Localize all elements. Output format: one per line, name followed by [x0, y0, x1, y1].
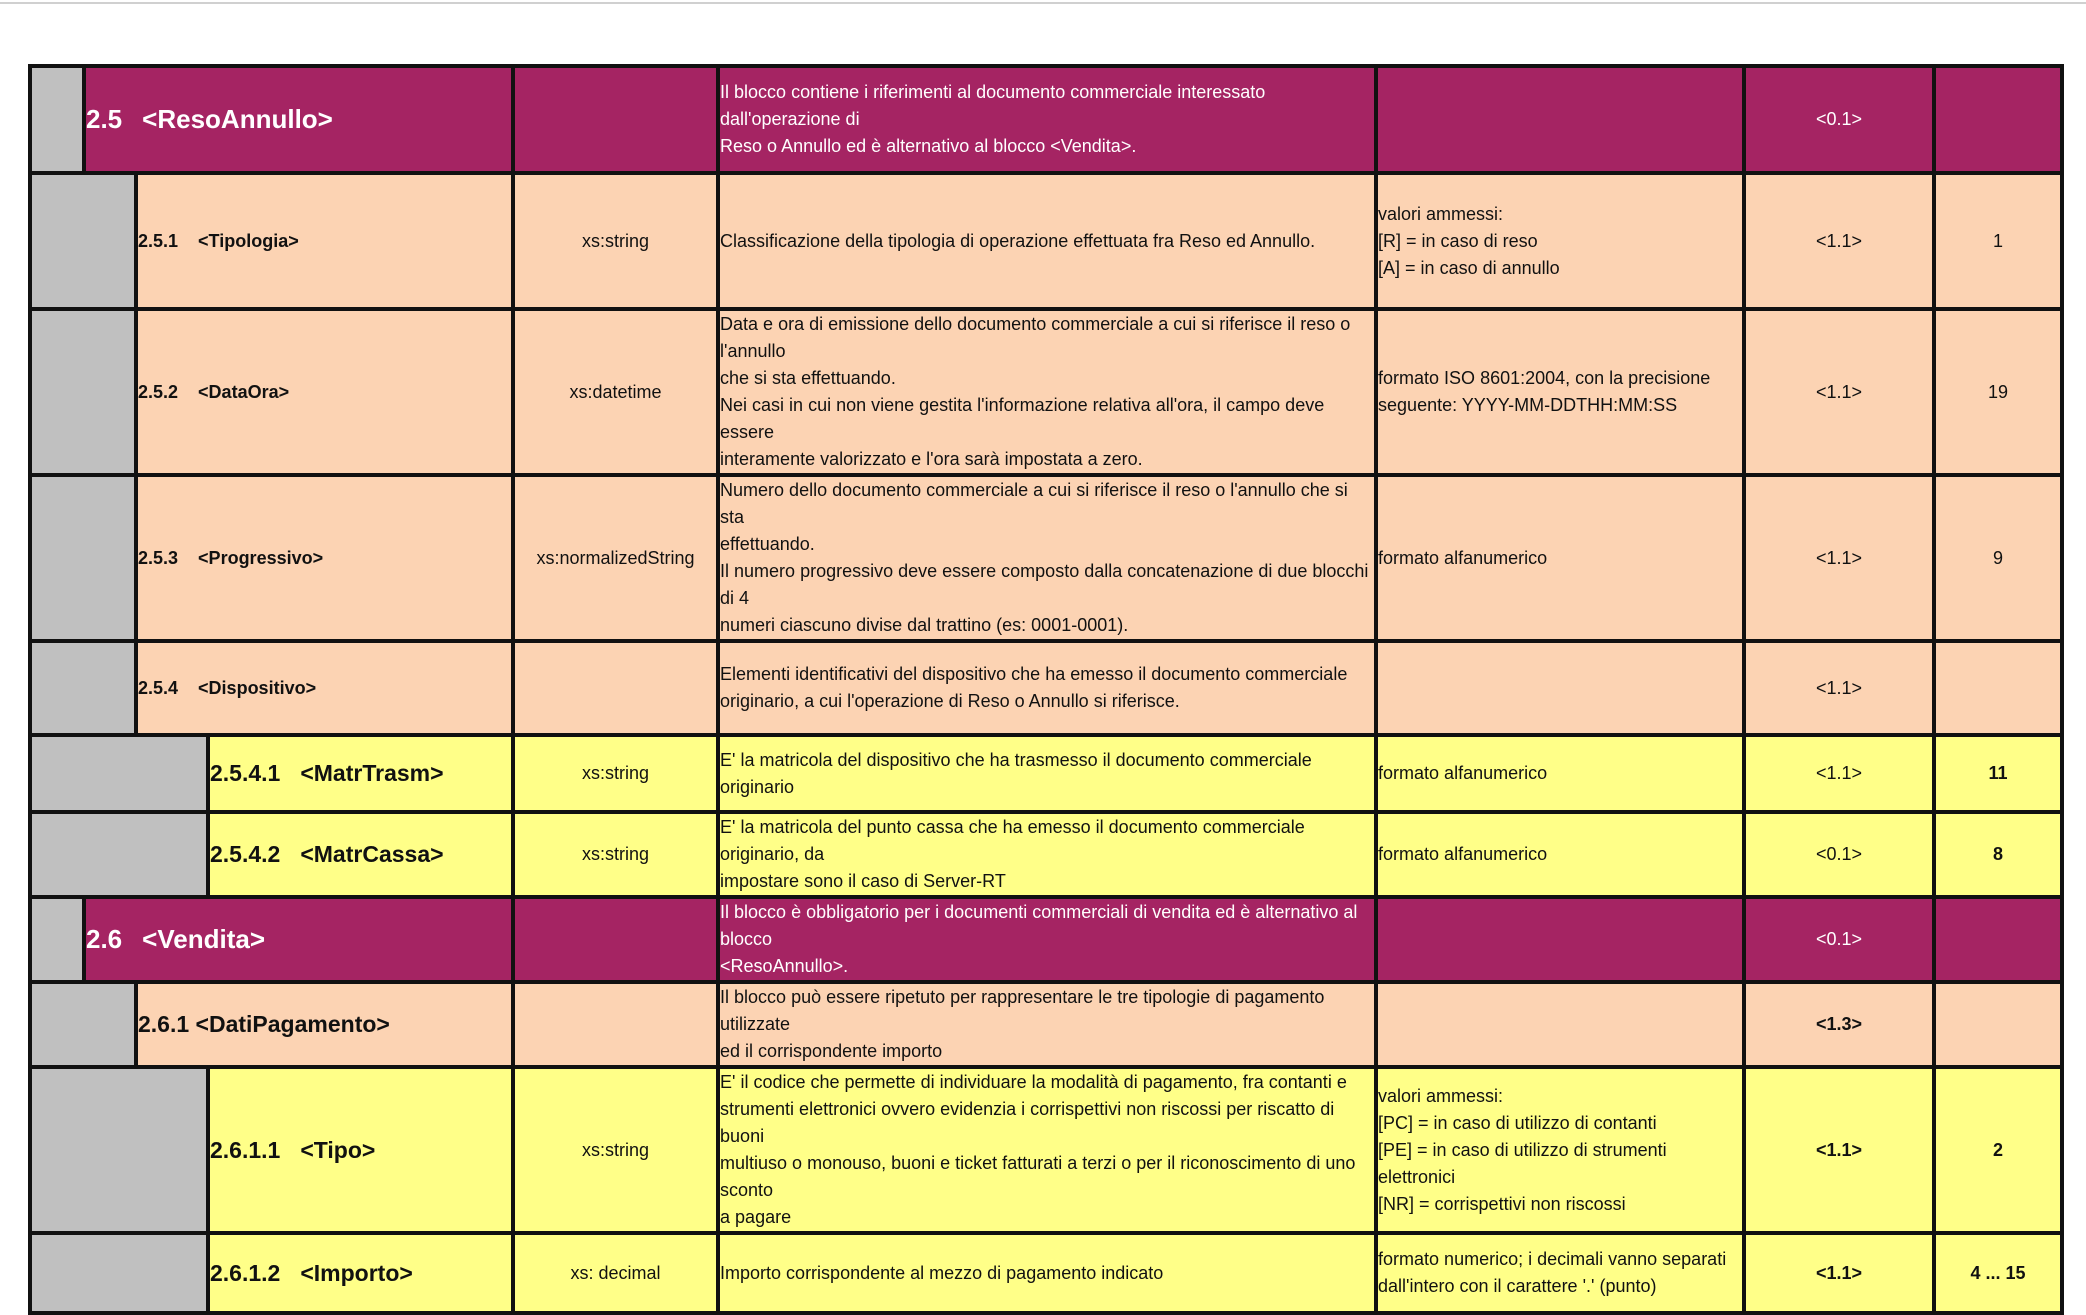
field-description: Il blocco può essere ripetuto per rappresentare le tre tipologie di pagamento utilizzate ed il corrispondente importo	[718, 982, 1376, 1067]
field-description: E' il codice che permette di individuare la modalità di pagamento, fra contanti e strumenti elettronici ovvero evidenzia i corrispettivi non riscossi per riscatto di buoni multiuso o monouso, buoni e ticket fatturati a terzi o per il riconoscimento di uno sconto a pagare	[718, 1067, 1376, 1233]
field-name: 2.5.1 <Tipologia>	[136, 173, 513, 309]
table-row	[30, 812, 2062, 897]
indent-cell	[30, 475, 136, 641]
field-description: Numero dello documento commerciale a cui si riferisce il reso o l'annullo che si sta effettuando. Il numero progressivo deve essere composto dalla concatenazione di due blocchi di 4 numeri ciascuno divise dal trattino (es: 0001-0001).	[718, 475, 1376, 641]
field-type: xs:string	[513, 1067, 718, 1233]
field-length	[1934, 641, 2062, 735]
field-name: 2.6.1.2 <Importo>	[208, 1233, 513, 1313]
field-name: 2.5.3 <Progressivo>	[136, 475, 513, 641]
field-format	[1376, 66, 1744, 173]
field-description: E' la matricola del dispositivo che ha trasmesso il documento commerciale originario	[718, 735, 1376, 812]
field-length	[1934, 897, 2062, 982]
field-length	[1934, 66, 2062, 173]
indent-cell	[30, 897, 84, 982]
field-length: 4 ... 15	[1934, 1233, 2062, 1313]
field-type	[513, 982, 718, 1067]
field-type: xs:datetime	[513, 309, 718, 475]
field-length	[1934, 982, 2062, 1067]
field-occurrence: <1.3>	[1744, 982, 1934, 1067]
field-occurrence: <1.1>	[1744, 1233, 1934, 1313]
field-format: formato alfanumerico	[1376, 735, 1744, 812]
field-spec-table	[28, 64, 2064, 1315]
field-occurrence: <1.1>	[1744, 1067, 1934, 1233]
field-occurrence: <1.1>	[1744, 641, 1934, 735]
field-name: 2.5.4 <Dispositivo>	[136, 641, 513, 735]
table-row	[30, 1067, 2062, 1233]
field-description: Il blocco è obbligatorio per i documenti commerciali di vendita ed è alternativo al blocco <ResoAnnullo>.	[718, 897, 1376, 982]
field-format: valori ammessi: [PC] = in caso di utilizzo di contanti [PE] = in caso di utilizzo di strumenti elettronici [NR] = corrispettivi non riscossi	[1376, 1067, 1744, 1233]
indent-cell	[30, 173, 136, 309]
field-format	[1376, 982, 1744, 1067]
field-name: 2.5.4.1 <MatrTrasm>	[208, 735, 513, 812]
field-type: xs:string	[513, 735, 718, 812]
field-description: Classificazione della tipologia di operazione effettuata fra Reso ed Annullo.	[718, 173, 1376, 309]
field-length: 11	[1934, 735, 2062, 812]
field-format: valori ammessi: [R] = in caso di reso [A] = in caso di annullo	[1376, 173, 1744, 309]
field-type	[513, 66, 718, 173]
table-row	[30, 475, 2062, 641]
field-name: 2.5.4.2 <MatrCassa>	[208, 812, 513, 897]
table-row	[30, 641, 2062, 735]
table-row	[30, 735, 2062, 812]
field-format: formato alfanumerico	[1376, 812, 1744, 897]
field-length: 8	[1934, 812, 2062, 897]
indent-cell	[30, 641, 136, 735]
field-occurrence: <1.1>	[1744, 309, 1934, 475]
field-description: Il blocco contiene i riferimenti al documento commerciale interessato dall'operazione di Reso o Annullo ed è alternativo al blocco <Vendita>.	[718, 66, 1376, 173]
table-row	[30, 897, 2062, 982]
indent-cell	[30, 1233, 208, 1313]
field-format	[1376, 897, 1744, 982]
field-name: 2.6.1 <DatiPagamento>	[136, 982, 513, 1067]
table-row	[30, 1233, 2062, 1313]
field-occurrence: <0.1>	[1744, 897, 1934, 982]
field-name: 2.6.1.1 <Tipo>	[208, 1067, 513, 1233]
field-length: 9	[1934, 475, 2062, 641]
field-occurrence: <1.1>	[1744, 735, 1934, 812]
field-occurrence: <1.1>	[1744, 475, 1934, 641]
indent-cell	[30, 735, 208, 812]
field-type	[513, 641, 718, 735]
field-format: formato numerico; i decimali vanno separati dall'intero con il carattere '.' (punto)	[1376, 1233, 1744, 1313]
field-occurrence: <0.1>	[1744, 66, 1934, 173]
field-length: 1	[1934, 173, 2062, 309]
table-row	[30, 66, 2062, 173]
field-occurrence: <0.1>	[1744, 812, 1934, 897]
field-format: formato ISO 8601:2004, con la precisione seguente: YYYY-MM-DDTHH:MM:SS	[1376, 309, 1744, 475]
field-description: Data e ora di emissione dello documento commerciale a cui si riferisce il reso o l'annullo che si sta effettuando. Nei casi in cui non viene gestita l'informazione relativa all'ora, il campo deve essere interamente valorizzato e l'ora sarà impostata a zero.	[718, 309, 1376, 475]
table-row	[30, 309, 2062, 475]
field-description: Elementi identificativi del dispositivo che ha emesso il documento commerciale originario, a cui l'operazione di Reso o Annullo si riferisce.	[718, 641, 1376, 735]
field-format: formato alfanumerico	[1376, 475, 1744, 641]
field-type: xs:normalizedString	[513, 475, 718, 641]
top-divider	[0, 0, 2086, 4]
field-type: xs: decimal	[513, 1233, 718, 1313]
field-format	[1376, 641, 1744, 735]
indent-cell	[30, 982, 136, 1067]
field-name: 2.5 <ResoAnnullo>	[84, 66, 513, 173]
field-name: 2.6 <Vendita>	[84, 897, 513, 982]
table-row	[30, 173, 2062, 309]
indent-cell	[30, 812, 208, 897]
field-type: xs:string	[513, 812, 718, 897]
field-description: Importo corrispondente al mezzo di pagamento indicato	[718, 1233, 1376, 1313]
field-occurrence: <1.1>	[1744, 173, 1934, 309]
indent-cell	[30, 1067, 208, 1233]
field-type: xs:string	[513, 173, 718, 309]
field-type	[513, 897, 718, 982]
field-description: E' la matricola del punto cassa che ha emesso il documento commerciale originario, da impostare sono il caso di Server-RT	[718, 812, 1376, 897]
indent-cell	[30, 309, 136, 475]
field-length: 2	[1934, 1067, 2062, 1233]
indent-cell	[30, 66, 84, 173]
table-row	[30, 982, 2062, 1067]
field-name: 2.5.2 <DataOra>	[136, 309, 513, 475]
field-length: 19	[1934, 309, 2062, 475]
